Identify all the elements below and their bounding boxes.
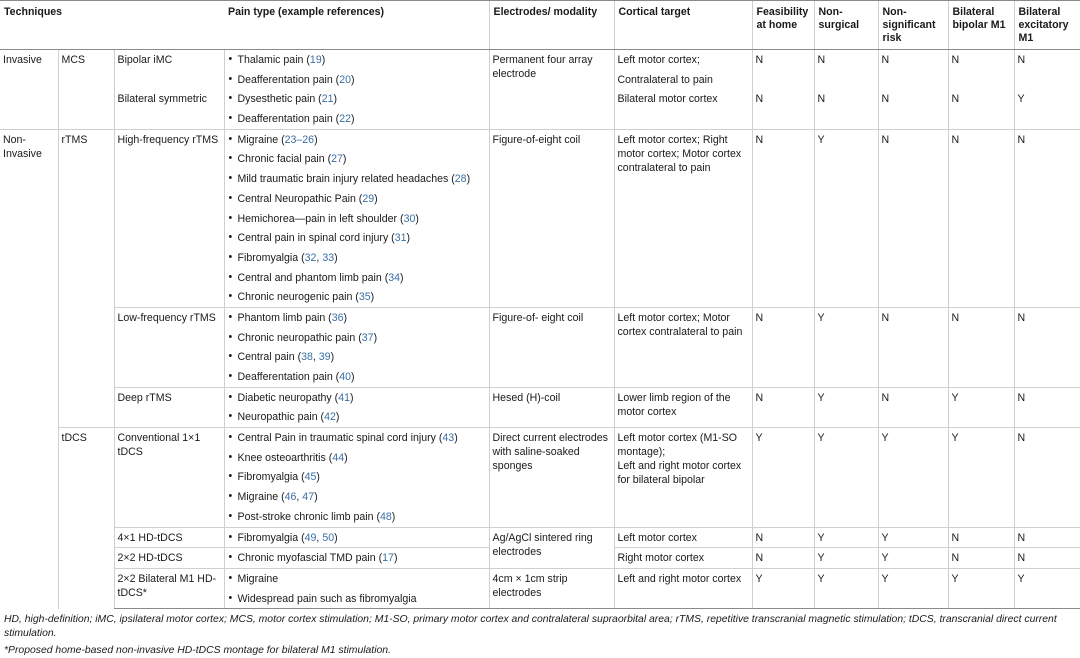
cortical-cell: Left motor cortex: [614, 527, 752, 548]
pain-list-item: [228, 189, 486, 209]
pain-list-item: [228, 308, 486, 328]
value-non-surgical: Y: [814, 307, 878, 387]
pain-text: ): [330, 351, 335, 364]
pain-text: ): [391, 510, 396, 523]
value-bilateral-excitatory: N: [1014, 387, 1080, 427]
value-feasibility: Y: [752, 428, 814, 527]
value-non-significant-risk: N: [878, 50, 948, 90]
reference-link[interactable]: 43: [442, 432, 455, 445]
header-non-surgical: Non-surgical: [814, 1, 878, 50]
value-non-surgical: Y: [814, 387, 878, 427]
pain-text: ): [334, 531, 338, 544]
value-feasibility: N: [752, 527, 814, 548]
pain-list-item: [228, 347, 486, 367]
pain-text: ): [374, 192, 378, 205]
pain-list: [224, 527, 489, 548]
reference-link[interactable]: 31: [394, 232, 407, 245]
reference-link[interactable]: 33: [322, 251, 335, 264]
pain-text: Chronic facial pain (: [237, 153, 332, 166]
reference-link[interactable]: 19: [309, 54, 322, 66]
value-non-surgical: Y: [814, 527, 878, 548]
pain-list: [224, 129, 489, 307]
pain-list: [224, 568, 489, 608]
pain-list: [224, 50, 489, 90]
pain-list-item: [228, 209, 486, 229]
cortical-cell: Bilateral motor cortex: [614, 89, 752, 129]
pain-text: ): [351, 73, 355, 86]
electrodes-cell: Figure-of- eight coil: [489, 307, 614, 387]
cortical-cell: [614, 428, 752, 527]
value-feasibility: N: [752, 387, 814, 427]
abbreviations-footnote: HD, high-definition; iMC, ipsilateral motor cortex; MCS, motor cortex stimulation; M1-SO, primary motor cortex and contralateral supraorbital area; rTMS, repetitive transcranial magnetic stimulation; tDCS, transcranial direct current stimulation.: [4, 614, 1057, 640]
subcategory-rtms: rTMS: [58, 129, 114, 427]
pain-text: Chronic myofascial TMD pain (: [237, 552, 383, 565]
value-bilateral-bipolar: Y: [948, 428, 1014, 527]
pain-text: ): [351, 113, 355, 126]
electrodes-cell: Ag/AgCl sintered ring electrodes: [489, 527, 614, 568]
value-bilateral-bipolar: N: [948, 50, 1014, 90]
cortical-cell: Left motor cortex; Right motor cortex; Motor cortex contralateral to pain: [614, 129, 752, 307]
pain-text: ): [314, 133, 318, 146]
pain-text: Thalamic pain (: [237, 54, 310, 66]
reference-link[interactable]: 49: [304, 531, 317, 544]
value-non-surgical: Y: [814, 548, 878, 569]
value-non-significant-risk: N: [878, 129, 948, 307]
pain-text: Fibromyalgia (: [237, 471, 305, 484]
category-non-invasive: Non-Invasive: [0, 129, 58, 609]
header-techniques: Techniques: [0, 1, 224, 50]
reference-link[interactable]: 50: [322, 531, 335, 544]
pain-text: Mild traumatic brain injury related headaches (: [237, 173, 455, 186]
pain-text: Central pain (: [237, 351, 302, 364]
value-bilateral-excitatory: Y: [1014, 89, 1080, 129]
pain-list: [224, 307, 489, 387]
pain-text: ): [335, 411, 340, 424]
pain-list: [224, 548, 489, 569]
electrodes-cell: Direct current electrodes with saline-soaked sponges: [489, 428, 614, 527]
reference-link[interactable]: 17: [382, 552, 394, 565]
pain-text: Fibromyalgia (: [237, 531, 305, 544]
pain-text: Phantom limb pain (: [237, 311, 332, 324]
pain-list-item: [228, 169, 486, 189]
pain-text: Hemichorea—pain in left shoulder (: [237, 212, 404, 225]
pain-text: Diabetic neuropathy (: [237, 391, 339, 404]
pain-text: ): [321, 54, 326, 66]
table-row-deep-rtms: [0, 387, 1080, 427]
pain-text: ): [415, 212, 419, 225]
pain-text: ): [334, 251, 338, 264]
table-row-bipolar-imc: [0, 50, 1080, 90]
pain-list-item: [228, 367, 486, 387]
pain-text: ): [316, 471, 320, 484]
pain-list-item: [228, 109, 486, 129]
reference-link[interactable]: 30: [403, 212, 416, 225]
pain-list: [224, 387, 489, 427]
pain-list-item: [228, 448, 486, 468]
pain-text: ,: [296, 491, 303, 504]
value-bilateral-excitatory: N: [1014, 50, 1080, 90]
pain-list-item: [228, 268, 486, 288]
technique-cell: 4×1 HD-tDCS: [114, 527, 224, 548]
pain-text: ): [333, 93, 338, 106]
reference-link[interactable]: 20: [339, 73, 351, 86]
reference-link[interactable]: 28: [454, 173, 467, 186]
reference-link[interactable]: 48: [379, 510, 392, 523]
cortical-cell: [614, 50, 752, 90]
header-row: [0, 1, 1080, 50]
pain-list-item: [228, 569, 486, 589]
pain-list-item: [228, 130, 486, 150]
value-feasibility: N: [752, 89, 814, 129]
pain-list-item: [228, 548, 486, 568]
pain-list-item: [228, 388, 486, 408]
value-bilateral-excitatory: Y: [1014, 568, 1080, 608]
subcategory-tdcs: tDCS: [58, 428, 114, 609]
pain-text: Chronic neuropathic pain (: [237, 331, 362, 344]
value-bilateral-bipolar: Y: [948, 568, 1014, 608]
value-bilateral-excitatory: N: [1014, 428, 1080, 527]
proposed-montage-footnote: *Proposed home-based non-invasive HD-tDCS montage for bilateral M1 stimulation.: [4, 645, 391, 657]
cortical-line: Left motor cortex (M1-SO montage);: [617, 432, 738, 459]
pain-list-item: [228, 528, 486, 548]
pain-list-item: [228, 467, 486, 487]
reference-link[interactable]: 36: [331, 311, 344, 324]
reference-link[interactable]: 44: [332, 451, 345, 464]
value-non-surgical: Y: [814, 129, 878, 307]
pain-list-item: [228, 407, 486, 427]
pain-list-item: [228, 149, 486, 169]
reference-link[interactable]: 42: [324, 411, 336, 424]
technique-cell: Low-frequency rTMS: [114, 307, 224, 387]
value-bilateral-excitatory: N: [1014, 548, 1080, 569]
category-invasive: Invasive: [3, 54, 42, 66]
table-row-low-frequency-rtms: [0, 307, 1080, 387]
pain-text: ): [373, 331, 378, 344]
pain-text: Deafferentation pain (: [237, 73, 340, 86]
pain-text: Dysesthetic pain (: [237, 93, 322, 106]
pain-text: ): [466, 173, 471, 186]
value-non-surgical: N: [814, 50, 878, 90]
value-non-significant-risk: Y: [878, 568, 948, 608]
reference-link[interactable]: 22: [339, 113, 351, 126]
reference-link[interactable]: 39: [318, 351, 331, 364]
reference-link[interactable]: 45: [304, 471, 317, 484]
pain-text: Deafferentation pain (: [237, 371, 340, 383]
pain-text: ): [350, 391, 354, 404]
value-bilateral-bipolar: N: [948, 89, 1014, 129]
technique-cell: Deep rTMS: [114, 387, 224, 427]
electrodes-cell: 4cm × 1cm strip electrodes: [489, 568, 614, 608]
technique-cell: Bipolar iMC: [114, 50, 224, 90]
pain-text: ,: [312, 351, 319, 364]
value-feasibility: N: [752, 129, 814, 307]
technique-cell: Bilateral symmetric: [114, 89, 224, 129]
technique-cell: Conventional 1×1 tDCS: [114, 428, 224, 527]
pain-list-item: [228, 487, 486, 507]
pain-text: ,: [316, 531, 323, 544]
reference-link[interactable]: 23–26: [284, 133, 315, 146]
value-bilateral-bipolar: N: [948, 307, 1014, 387]
pain-text: Migraine: [237, 572, 279, 585]
pain-text: ): [343, 311, 348, 324]
reference-link[interactable]: 21: [321, 93, 334, 106]
reference-link[interactable]: 40: [339, 371, 351, 383]
pain-text: Post-stroke chronic limb pain (: [237, 510, 380, 523]
pain-text: Knee osteoarthritis (: [237, 451, 333, 464]
table-row-conventional-tdcs: [0, 428, 1080, 527]
cortical-cell: Left motor cortex; Motor cortex contralateral to pain: [614, 307, 752, 387]
pain-list-item: [228, 428, 486, 448]
pain-list-item: [228, 50, 486, 70]
value-feasibility: N: [752, 50, 814, 90]
cortical-cell: Right motor cortex: [614, 548, 752, 569]
pain-text: ): [342, 153, 347, 166]
value-non-significant-risk: N: [878, 307, 948, 387]
cortical-line: Left motor cortex;: [617, 54, 700, 66]
value-feasibility: Y: [752, 568, 814, 608]
pain-text: Fibromyalgia (: [237, 251, 305, 264]
reference-link[interactable]: 34: [388, 271, 401, 284]
value-non-surgical: Y: [814, 568, 878, 608]
cortical-line: Left and right motor cortex for bilateral bipolar: [617, 460, 742, 487]
reference-link[interactable]: 38: [301, 351, 313, 364]
pain-text: Neuropathic pain (: [237, 411, 325, 424]
pain-text: ): [344, 451, 348, 464]
pain-text: Deafferentation pain (: [237, 113, 340, 126]
subcategory-mcs: MCS: [58, 50, 114, 130]
header-bilateral-bipolar: Bilateral bipolar M1: [948, 1, 1014, 50]
cortical-cell: Lower limb region of the motor cortex: [614, 387, 752, 427]
pain-list: [224, 428, 489, 527]
pain-text: Chronic neurogenic pain (: [237, 291, 359, 304]
pain-list-item: [228, 70, 486, 90]
pain-text: ): [406, 232, 411, 245]
pain-text: ): [454, 432, 458, 445]
pain-list-item: [228, 287, 486, 307]
pain-text: Widespread pain such as fibromyalgia: [237, 592, 417, 605]
cortical-cell: Left and right motor cortex: [614, 568, 752, 608]
header-pain-type: Pain type (example references): [224, 1, 489, 50]
reference-link[interactable]: 29: [362, 192, 375, 205]
value-bilateral-excitatory: N: [1014, 527, 1080, 548]
value-non-significant-risk: Y: [878, 527, 948, 548]
pain-text: ): [314, 491, 318, 504]
pain-list-item: [228, 228, 486, 248]
electrodes-cell: Figure-of-eight coil: [489, 129, 614, 307]
technique-cell: 2×2 HD-tDCS: [114, 548, 224, 569]
pain-text: Central and phantom limb pain (: [237, 271, 389, 284]
table-row-high-frequency-rtms: [0, 129, 1080, 307]
pain-list-item: [228, 328, 486, 348]
value-non-significant-risk: Y: [878, 428, 948, 527]
value-non-significant-risk: Y: [878, 548, 948, 569]
value-bilateral-bipolar: Y: [948, 387, 1014, 427]
reference-link[interactable]: 35: [358, 291, 371, 304]
reference-link[interactable]: 37: [361, 331, 374, 344]
table-row-bilateral-m1-hd-tdcs: [0, 568, 1080, 608]
header-cortical-target: Cortical target: [614, 1, 752, 50]
table-row-4x1-hd-tdcs: [0, 527, 1080, 548]
reference-link[interactable]: 41: [338, 391, 350, 404]
pain-list-item: [228, 89, 486, 109]
technique-cell: 2×2 Bilateral M1 HD-tDCS*: [114, 568, 224, 608]
value-bilateral-bipolar: N: [948, 548, 1014, 569]
pain-text: Central Pain in traumatic spinal cord injury (: [237, 432, 443, 445]
header-feasibility: Feasibility at home: [752, 1, 814, 50]
pain-text: Migraine (: [237, 491, 285, 504]
pain-text: ): [370, 291, 375, 304]
electrodes-cell: Permanent four array electrode: [489, 50, 614, 130]
pain-text: ): [400, 271, 404, 284]
pain-text: ): [351, 371, 355, 383]
value-non-significant-risk: N: [878, 89, 948, 129]
pain-list-item: [228, 248, 486, 268]
pain-text: ,: [316, 251, 323, 264]
value-feasibility: N: [752, 548, 814, 569]
pain-text: Central Neuropathic Pain (: [237, 192, 363, 205]
pain-list-item: [228, 507, 486, 527]
value-bilateral-bipolar: N: [948, 129, 1014, 307]
pain-text: ): [393, 552, 398, 565]
reference-link[interactable]: 32: [304, 251, 317, 264]
value-bilateral-excitatory: N: [1014, 307, 1080, 387]
pain-list-item: [228, 589, 486, 609]
value-non-surgical: Y: [814, 428, 878, 527]
cortical-line: Contralateral to pain: [617, 74, 713, 86]
value-bilateral-bipolar: N: [948, 527, 1014, 548]
header-bilateral-excitatory: Bilateral excitatory M1: [1014, 1, 1080, 50]
pain-text: Central pain in spinal cord injury (: [237, 232, 395, 245]
value-non-significant-risk: N: [878, 387, 948, 427]
pain-text: Migraine (: [237, 133, 285, 146]
header-electrodes: Electrodes/ modality: [489, 1, 614, 50]
value-non-surgical: N: [814, 89, 878, 129]
value-feasibility: N: [752, 307, 814, 387]
header-non-significant-risk: Non-significant risk: [878, 1, 948, 50]
value-bilateral-excitatory: N: [1014, 129, 1080, 307]
reference-link[interactable]: 27: [331, 153, 343, 166]
electrodes-cell: Hesed (H)-coil: [489, 387, 614, 427]
technique-cell: High-frequency rTMS: [114, 129, 224, 307]
reference-link[interactable]: 47: [302, 491, 315, 504]
table-footnotes: [0, 609, 1068, 658]
pain-list: [224, 89, 489, 129]
reference-link[interactable]: 46: [284, 491, 297, 504]
